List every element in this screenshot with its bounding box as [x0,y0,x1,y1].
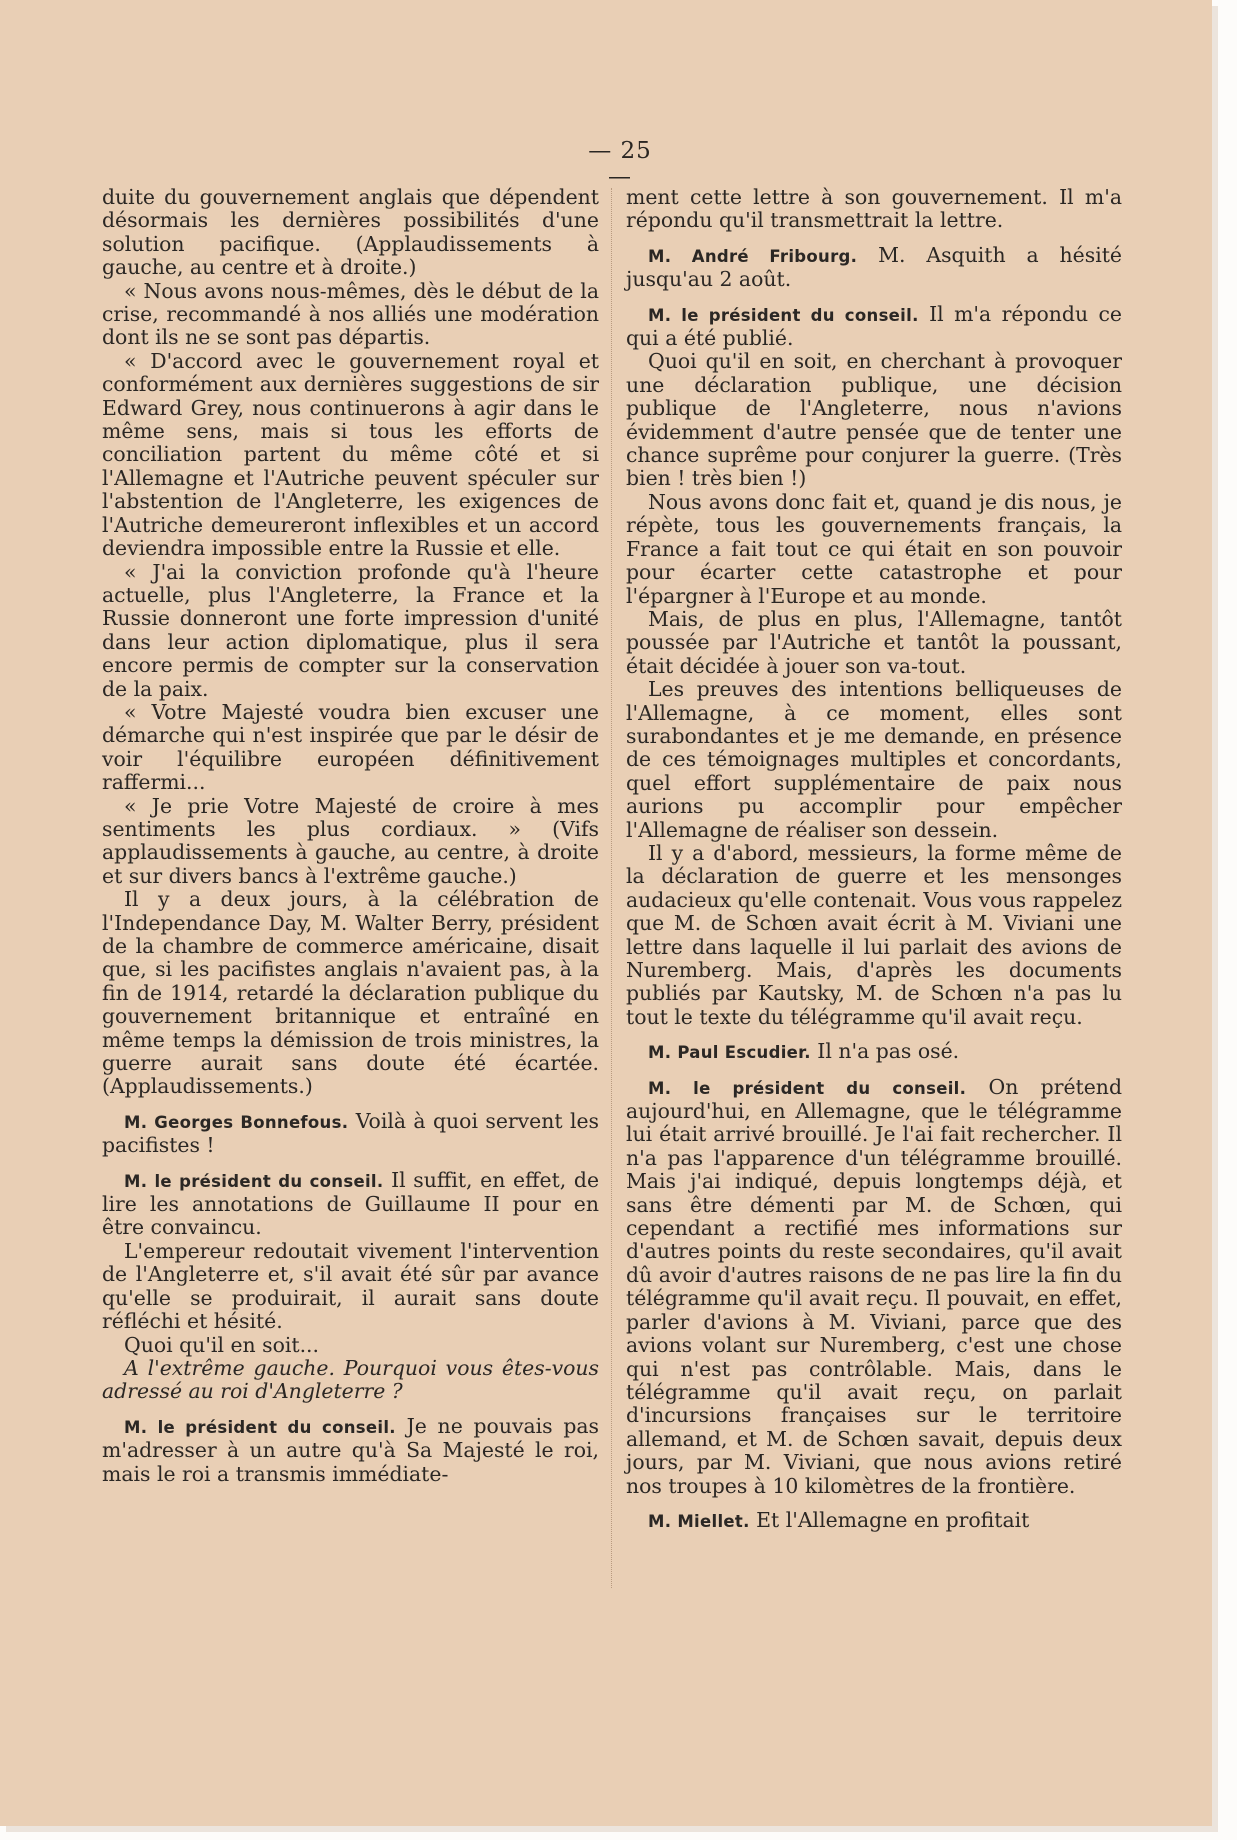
paragraph: A l'extrême gauche. Pourquoi vous êtes-vous adressé au roi d'Angleterre ? [102,1355,599,1404]
paragraph: « Nous avons nous-mêmes, dès le début de la crise, recommandé à nos alliés une modération dont ils ne se sont pas départis. [102,278,599,350]
speech-paragraph [626,244,1122,292]
speech-paragraph [626,1040,1122,1064]
speech-paragraph [626,1509,1122,1533]
speech-paragraph [626,1076,1122,1498]
paragraph: Les preuves des intentions belliqueuses de l'Allemagne, à ce moment, elles sont surabondantes et je me demande, en présence de ces témoignages multiples et concordants, quel effort supplémentaire de paix nous aurions pu accomplir pour empêcher l'Allemagne de réaliser son dessein. [626,677,1122,842]
speaker-name: M. le président du conseil. [124,1417,396,1437]
paragraph: Mais, de plus en plus, l'Allemagne, tantôt poussée par l'Autriche et tantôt la poussant, était décidée à jouer son va-tout. [626,606,1122,678]
speaker-name: M. André Fribourg. [648,246,858,266]
paragraph: Nous avons donc fait et, quand je dis nous, je répète, tous les gouvernements français, la France a fait tout ce qui était en son pouvoir pour écarter cette catastrophe et pour l'épargner à l'Europe et au monde. [626,489,1122,608]
speech-text: Il n'a pas osé. [817,1039,960,1064]
speech-text: Il suffit, en effet, de lire les annotations de Guillaume II pour en être convaincu. [102,1167,600,1240]
paragraph: « J'ai la conviction profonde qu'à l'heure actuelle, plus l'Angleterre, la France et la Russie donneront une forte impression d'unité dans leur action diplomatique, plus il sera encore permis de compter sur la conservation de la paix. [102,559,599,701]
left-column [102,186,599,1486]
paragraph: Il y a d'abord, messieurs, la forme même de la déclaration de guerre et les mensonges audacieux qu'elle contenait. Vous vous rappelez que M. de Schœn avait écrit à M. Viviani une lettre dans laquelle il lui parlait des avions de Nuremberg. Mais, d'après les documents publiés par Kautsky, M. de Schœn n'a pas lu tout le texte du télégramme qu'il avait reçu. [626,840,1122,1029]
page-number: — 25 — [588,138,652,190]
paragraph: « Votre Majesté voudra bien excuser une démarche qui n'est inspirée que par le désir de voir l'équilibre européen définitivement raffermi... [102,699,599,795]
speaker-name: M. Miellet. [648,1511,750,1531]
speaker-name: M. le président du conseil. [648,305,919,325]
speech-paragraph [102,1415,599,1486]
speech-text: Je ne pouvais pas m'adresser à un autre qu'à Sa Majesté le roi, mais le roi a transmis immédiate- [102,1413,600,1486]
paragraph: « D'accord avec le gouvernement royal et conformément aux dernières suggestions de sir Edward Grey, nous continuerons à agir dans le même sens, mais si tous les efforts de conciliation partent du même côté et si l'Allemagne et l'Autriche peuvent spéculer sur l'abstention de l'Angleterre, les exigences de l'Autriche demeureront inflexibles et un accord deviendra impossible entre la Russie et elle. [102,348,599,561]
speech-text: Voilà à quoi servent les pacifistes ! [102,1108,600,1158]
speech-paragraph [102,1110,599,1158]
paragraph: L'empereur redoutait vivement l'intervention de l'Angleterre et, s'il avait été sûr par avance qu'elle se produirait, il aurait sans doute réfléchi et hésité. [102,1238,599,1334]
speaker-name: M. Paul Escudier. [648,1043,811,1063]
right-column [626,186,1122,1533]
paragraph: Quoi qu'il en soit... [124,1332,320,1357]
column-divider [611,188,612,1588]
paragraph: ment cette lettre à son gouvernement. Il m'a répondu qu'il transmettrait la lettre. [626,185,1122,233]
paragraph: « Je prie Votre Majesté de croire à mes sentiments les plus cordiaux. » (Vifs applaudissements à gauche, au centre, à droite et sur divers bancs à l'extrême gauche.) [102,793,599,888]
paragraph: duite du gouvernement anglais que dépendent désormais les dernières possibilités d'une solution pacifique. (Applaudissements à gauche, au centre et à droite.) [102,185,599,280]
paragraph: Il y a deux jours, à la célébration de l'Independance Day, M. Walter Berry, président de la chambre de commerce américaine, disait que, si les pacifistes anglais n'avaient pas, à la fin de 1914, retardé la déclaration publique du gouvernement britannique et entraîné en même temps la démission de trois ministres, la guerre aurait sans doute été écartée. (Applaudissements.) [102,887,599,1099]
speech-paragraph [626,303,1122,351]
speech-text: On prétend aujourd'hui, en Allemagne, que le télégramme lui était arrivé brouillé. Je l'ai fait rechercher. Il n'a pas l'apparence d'un télégramme brouillé. Mais j'ai indiqué, depuis longtemps déjà, et sans être démenti par M. de Schœn, qui cependant a rectifié mes informations sur d'autres points du reste secondaires, qu'il avait dû avoir d'autres raisons de ne pas lire la fin du télégramme qu'il avait reçu. Il pouvait, en effet, parler d'avions à M. Viviani, parce que des avions volant sur Nuremberg, c'est une chose qui n'est pas contrôlable. Mais, dans le télégramme qu'il avait reçu, on parlait d'incursions françaises sur le territoire allemand, et M. de Schœn savait, depuis deux jours, par M. Viviani, que nous avions retiré nos troupes à 10 kilomètres de la frontière. [626,1074,1122,1498]
speaker-name: M. Georges Bonnefous. [124,1112,349,1132]
speaker-name: M. le président du conseil. [124,1171,384,1191]
speaker-name: M. le président du conseil. [648,1078,967,1098]
speech-paragraph [102,1169,599,1240]
speech-text: Il m'a répondu ce qui a été publié. [626,301,1122,351]
paragraph: Quoi qu'il en soit, en cherchant à provoquer une déclaration publique, une décision publique de l'Angleterre, nous n'avions évidemment d'autre pensée que de tenter une chance suprême pour conjurer la guerre. (Très bien ! très bien !) [626,349,1122,491]
speech-text: M. Asquith a hésité jusqu'au 2 août. [626,242,1122,292]
speech-text: Et l'Allemagne en profitait [756,1507,1030,1532]
